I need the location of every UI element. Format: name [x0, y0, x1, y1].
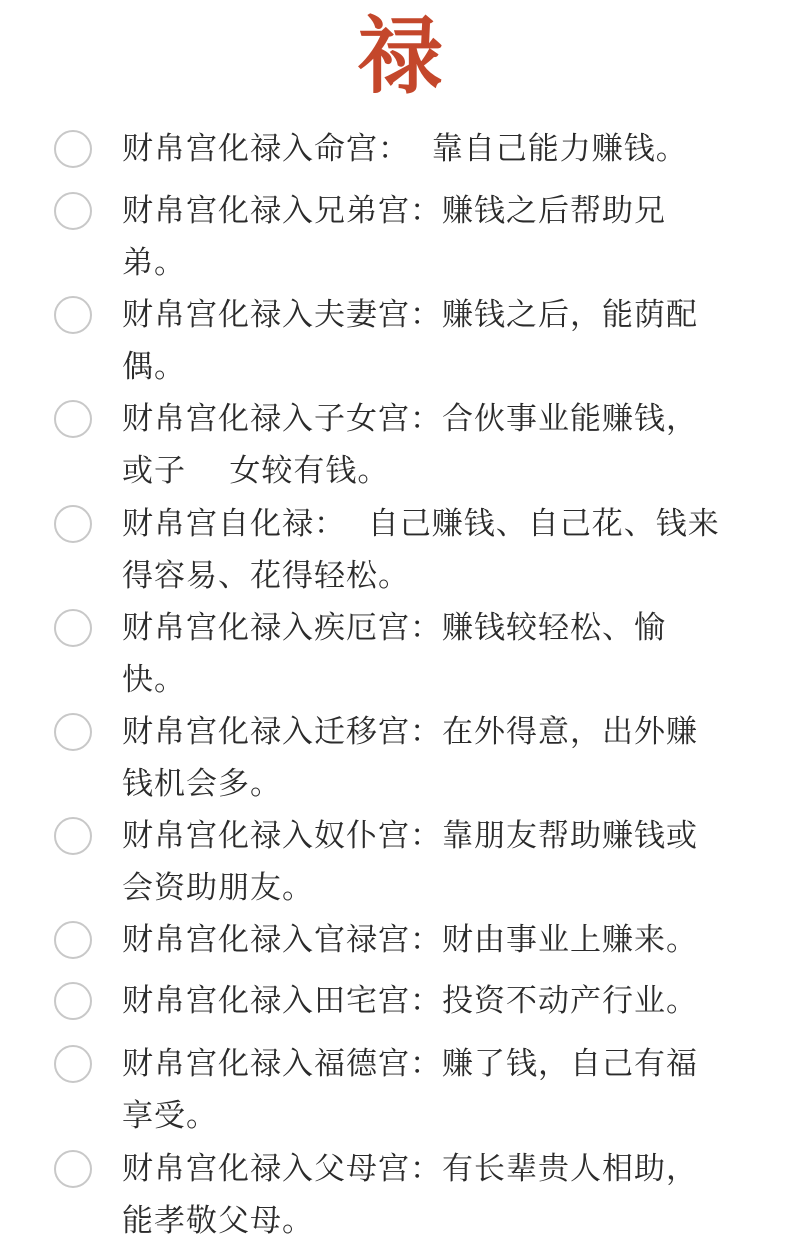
item-text: 财帛宫化禄入父母宫：有长辈贵人相助， 能孝敬父母。 [122, 1151, 698, 1239]
item-text: 财帛宫化禄入夫妻宫：赚钱之后，能荫配 偶。 [122, 297, 698, 385]
item-text: 财帛宫化禄入奴仆宫：靠朋友帮助赚钱或 会资助朋友。 [122, 818, 698, 906]
item-text: 财帛宫化禄入疾厄宫：赚钱较轻松、愉 快。 [122, 610, 666, 698]
radio-button[interactable] [54, 192, 92, 230]
item-text: 财帛宫化禄入官禄宫：财由事业上赚来。 [122, 922, 698, 958]
radio-button[interactable] [54, 817, 92, 855]
radio-button[interactable] [54, 609, 92, 647]
radio-button[interactable] [54, 1150, 92, 1188]
item-text: 财帛宫自化禄： 自己赚钱、自己花、钱来 得容易、花得轻松。 [122, 506, 720, 594]
page-title: 禄 [357, 6, 442, 105]
radio-button[interactable] [54, 505, 92, 543]
item-text: 财帛宫化禄入田宅宫：投资不动产行业。 [122, 983, 698, 1019]
page-title-area [0, 8, 800, 104]
radio-button[interactable] [54, 982, 92, 1020]
item-text: 财帛宫化禄入命宫： 靠自己能力赚钱。 [122, 131, 688, 167]
radio-button[interactable] [54, 713, 92, 751]
radio-button[interactable] [54, 130, 92, 168]
radio-button[interactable] [54, 921, 92, 959]
item-text: 财帛宫化禄入迁移宫：在外得意，出外赚 钱机会多。 [122, 714, 698, 802]
radio-button[interactable] [54, 1045, 92, 1083]
item-text: 财帛宫化禄入福德宫：赚了钱，自己有福 享受。 [122, 1046, 698, 1134]
radio-button[interactable] [54, 400, 92, 438]
radio-button[interactable] [54, 296, 92, 334]
item-text: 财帛宫化禄入兄弟宫：赚钱之后帮助兄 弟。 [122, 193, 666, 281]
item-text: 财帛宫化禄入子女宫：合伙事业能赚钱， 或子 女较有钱。 [122, 401, 698, 489]
